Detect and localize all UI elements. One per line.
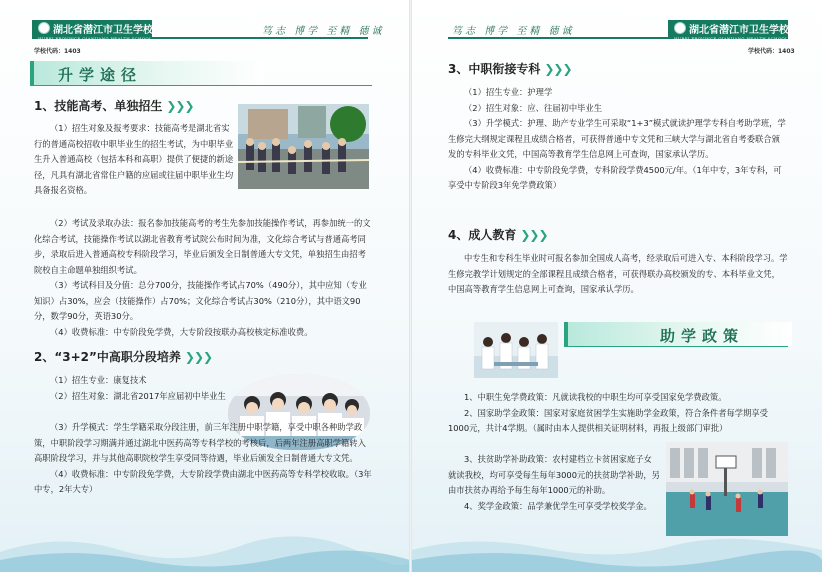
banner-title: 助学政策 xyxy=(660,327,745,345)
s4-paragraph-1: 中专生和专科生毕业时可报名参加全国成人高考，经录取后可进入专、本科阶段学习。学生修完教学计划规定的全部课程且成绩合格者，可获得联办高校颁发的专、本科毕业文凭，中国高等教育学生信息网上可查询，国家承认学历。 xyxy=(448,253,788,294)
chevrons-icon: ❯❯❯ xyxy=(520,228,548,242)
s2-paragraphs xyxy=(34,420,372,498)
school-name: 湖北省潜江市卫生学校 HUBEI PROVINCE QIANJIANG HEALTH SCHOOL xyxy=(38,21,153,41)
section-banner xyxy=(564,322,792,346)
s3-paragraph-2: （2）招生对象：应、往届初中毕业生 xyxy=(464,102,603,113)
header-band xyxy=(0,20,410,41)
s1-paragraph-2: （2）考试及录取办法：报名参加技能高考的考生先参加技能操作考试，再参加统一的文化综合考试，技能操作考试以湖北省教育考试院公布时间为准，文化综合考试与普通高考同步，录取后进入普通高校专科阶段学习，毕业后颁发全日制普通大专文凭，单独招生由招考院校自主命题单独组织考试。 xyxy=(34,218,371,275)
chevrons-icon: ❯❯❯ xyxy=(166,99,194,113)
school-logo-icon xyxy=(38,22,50,34)
section-banner xyxy=(30,61,264,85)
s2-paragraph-2: （2）招生对象：湖北省2017年应届初中毕业生 xyxy=(50,390,226,401)
s1-paragraph-3: （3）考试科目及分值：总分700分，技能操作考试占70%（490分），其中应知（专业知识）占30%，应会（技能操作）占70%；文化综合考试占30%（210分），其中语文90分，数学90分，英语30分。 xyxy=(34,280,367,321)
photo-lab-students xyxy=(474,322,558,378)
aid-paragraph-1: 1、中职生免学费政策：凡就读我校的中职生均可享受国家免学费政策。 xyxy=(464,392,727,402)
section-heading: 3、中职衔接专科 ❯❯❯ xyxy=(448,62,572,76)
s2-paragraphs-top xyxy=(34,373,226,404)
aid-paragraph-4: 4、奖学金政策：品学兼优学生可享受学校奖学金。 xyxy=(464,500,652,511)
school-logo-icon xyxy=(674,22,686,34)
section-heading: 4、成人教育 ❯❯❯ xyxy=(448,228,548,242)
wave-decoration xyxy=(0,512,410,572)
divider xyxy=(564,346,788,347)
s3-paragraph-4: （4）收费标准：中专阶段免学费，专科阶段学费4500元/年。（1年中专，3年专科，可享受中专阶段3年免学费政策） xyxy=(448,164,782,190)
header-band xyxy=(412,20,822,41)
section-heading: 1、技能高考、单独招生 ❯❯❯ xyxy=(34,99,194,113)
chevrons-icon: ❯❯❯ xyxy=(184,350,213,364)
school-name-en: HUBEI PROVINCE QIANJIANG HEALTH SCHOOL xyxy=(38,36,152,41)
right-page xyxy=(412,0,822,572)
school-name-en: HUBEI PROVINCE QIANJIANG HEALTH SCHOOL xyxy=(674,36,788,41)
photo-tug-of-war xyxy=(238,104,369,189)
section-heading: 2、“3+2”中高职分段培养 ❯❯❯ xyxy=(34,350,213,364)
school-name: 湖北省潜江市卫生学校 HUBEI PROVINCE QIANJIANG HEALTH SCHOOL xyxy=(674,21,789,41)
s1-paragraphs xyxy=(34,216,372,340)
s2-paragraph-4: （4）收费标准：中专阶段免学费，大专阶段学费由湖北中医药高等专科学校收取。（3年中专，2年大专） xyxy=(34,468,372,494)
aid-paragraphs-bottom xyxy=(448,452,660,514)
s3-paragraph-3: （3）升学模式：护理、助产专业学生可采取“1+3”模式就读护理学专科自考助学班，学生修完大纲规定课程且成绩合格者，可获得普通中专文凭和三峡大学与湖北省自考委联合颁发的专科毕业文凭，中国高等教育学生信息网上可查询，国家承认学历。 xyxy=(448,118,786,159)
school-motto: 笃志 博学 至精 德诚 xyxy=(262,26,385,37)
aid-paragraph-2: 2、国家助学金政策：国家对家庭贫困学生实施助学金政策，符合条件者每学期享受1000元，共计4学期。（属时由本人提供相关证明材料，再报上级部门审批） xyxy=(448,407,768,433)
s3-paragraphs xyxy=(448,85,788,194)
left-page xyxy=(0,0,410,572)
s1-paragraph-1: （1）招生对象及报考要求：技能高考是湖北省实行的普通高校招收中职毕业生的招生考试，为中职毕业生升入普通高校（包括本科和高职）提供了便捷的新途径，凡具有湖北省常住户籍的应届或往届中职毕业生均具备报名资格。 xyxy=(34,123,234,195)
s2-paragraph-1: （1）招生专业：康复技术 xyxy=(50,375,147,385)
banner-title: 升学途径 xyxy=(58,66,143,84)
school-code: 学校代码：1403 xyxy=(748,48,795,55)
s3-paragraph-1: （1）招生专业：护理学 xyxy=(464,87,553,97)
s1-paragraph-4: （4）收费标准：中专阶段免学费，大专阶段按联办高校核定标准收费。 xyxy=(50,326,313,337)
s2-paragraph-3: （3）升学模式：学生学籍采取分段注册，前三年注册中职学籍，享受中职各种助学政策，中职阶段学习期满并通过湖北中医药高等专科学校的考核后，后两年注册高职学籍转入高职阶段学习，并与其他高职院校学生享受同等待遇，毕业后颁发全日制普通大专文凭。 xyxy=(34,422,366,463)
school-code: 学校代码：1403 xyxy=(34,48,81,55)
divider xyxy=(30,85,372,86)
photo-basketball-court xyxy=(666,442,788,536)
school-motto: 笃志 博学 至精 德诚 xyxy=(452,26,575,37)
aid-paragraph-3: 3、扶贫助学补助政策：农村建档立卡贫困家庭子女就读我校，均可享受每生每年3000元的扶贫助学补助，另由市扶贫办再给予每生每年1000元的补助。 xyxy=(448,454,660,495)
s4-paragraphs xyxy=(448,251,788,298)
aid-paragraphs-top xyxy=(448,390,788,437)
chevrons-icon: ❯❯❯ xyxy=(544,62,572,76)
